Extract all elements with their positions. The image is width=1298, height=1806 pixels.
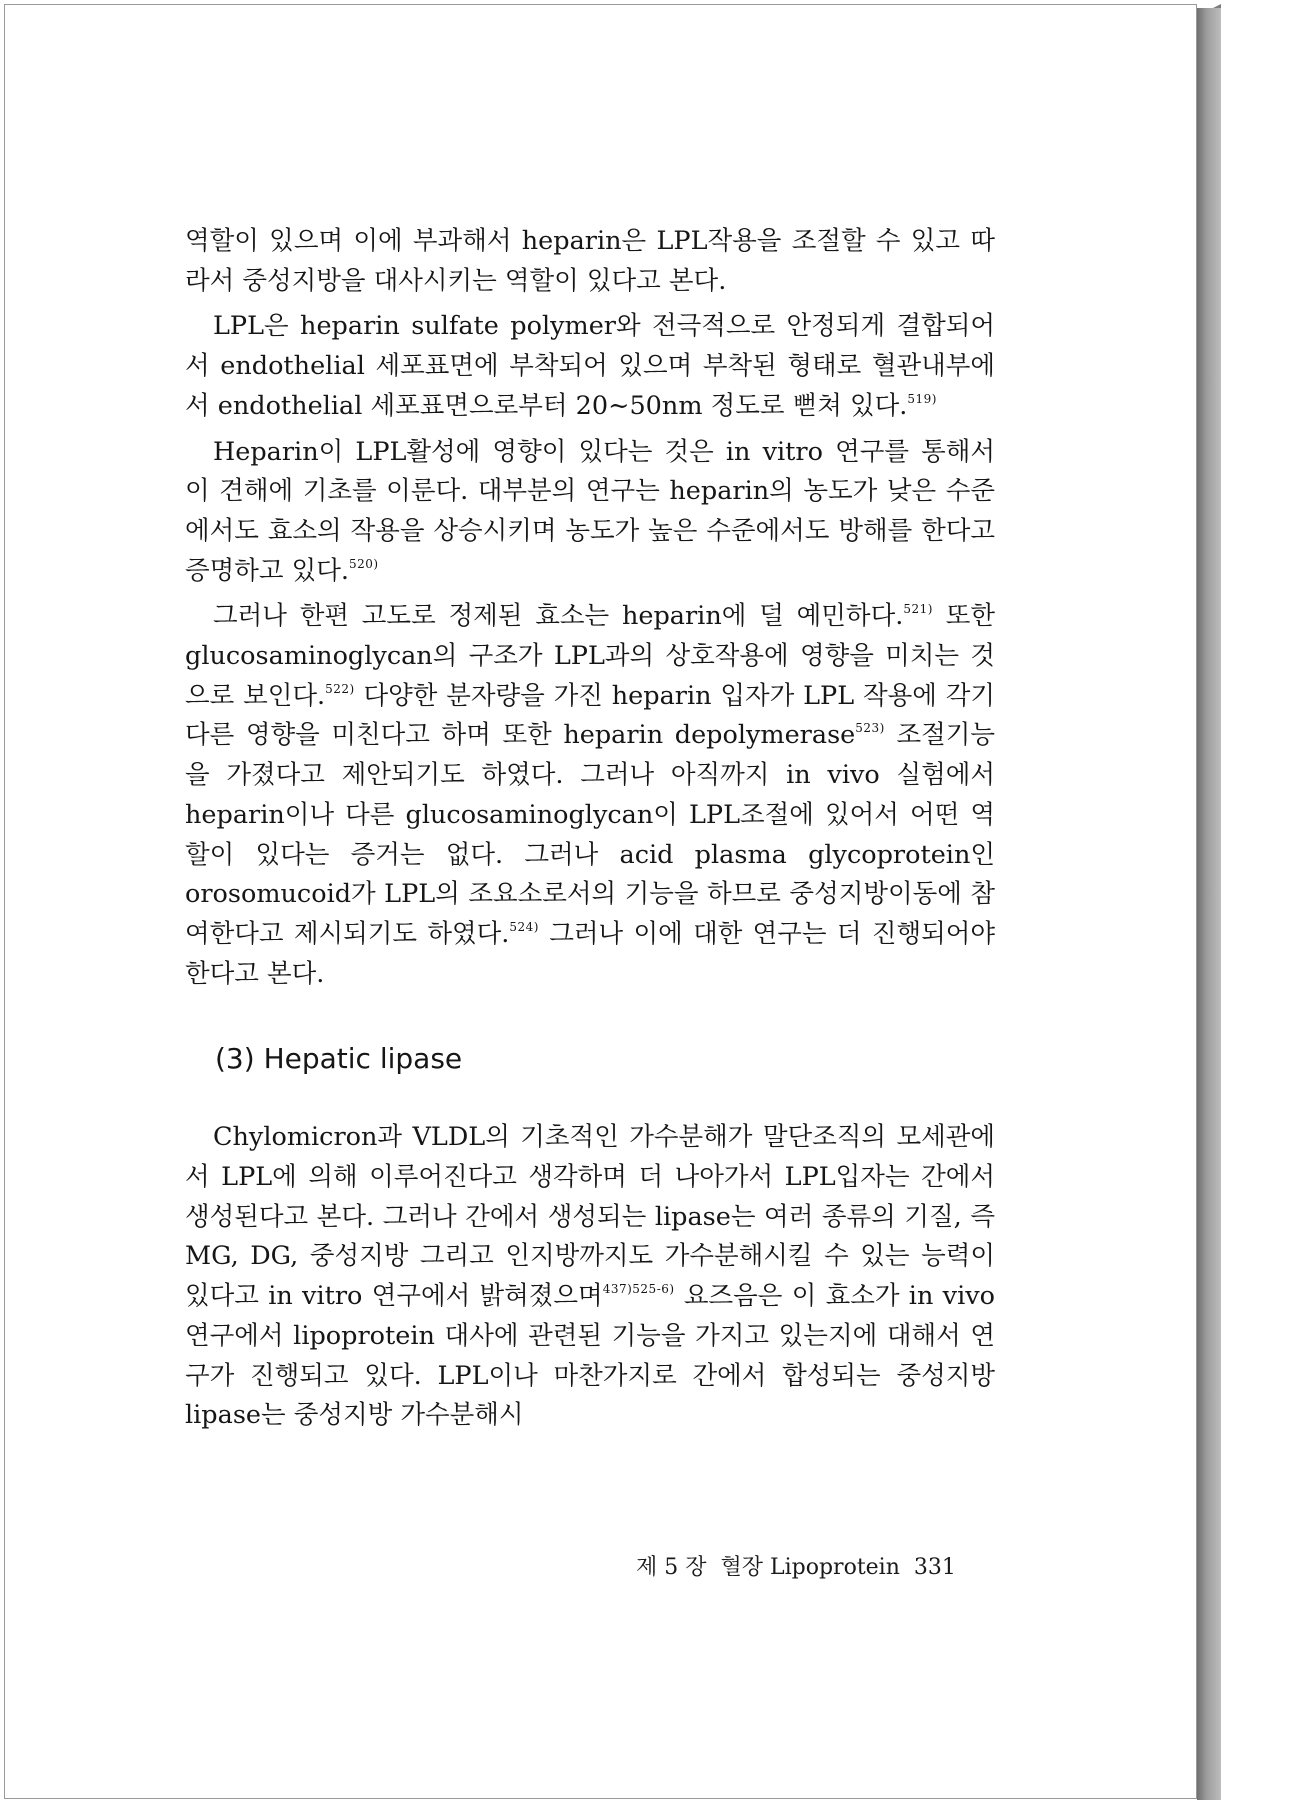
paragraph-2-text: LPL은 heparin sulfate polymer와 전극적으로 안정되게 결합되어서 endothelial 세포표면에 부착되어 있으며 부착된 형태로 혈관내부에서 endothelial 세포표면으로부터 20∼50nm 정도로 뻗쳐 있다. <box>185 311 995 421</box>
reference-519: 519) <box>907 391 937 406</box>
paragraph-4-text-5: 그러나 이에 대한 연구는 더 진행되어야 한다고 본다. <box>185 918 995 989</box>
reference-520: 520) <box>349 556 379 571</box>
paragraph-2 <box>185 307 995 426</box>
paragraph-1-text: 역할이 있으며 이에 부과해서 heparin은 LPL작용을 조절할 수 있고 따라서 중성지방을 대사시키는 역할이 있다고 본다. <box>185 226 995 296</box>
reference-521: 521) <box>903 602 933 617</box>
page-number: 331 <box>913 1555 956 1580</box>
paragraph-5-text-2: 요즈음은 이 효소가 in vivo 연구에서 lipoprotein 대사에 관련된 기능을 가지고 있는지에 대해서 연구가 진행되고 있다. LPL이나 마찬가지로 간에서 합성되는 중성지방 lipase는 중성지방 가수분해시 <box>185 1281 995 1431</box>
section-heading: (3) Hepatic lipase <box>215 1042 463 1076</box>
book-spine <box>1197 8 1221 1800</box>
page-body <box>185 222 995 1436</box>
reference-523: 523) <box>855 721 885 736</box>
paragraph-3 <box>185 433 995 592</box>
paragraph-4-text-1: 그러나 한편 고도로 정제된 효소는 heparin에 덜 예민하다. <box>213 601 904 632</box>
paragraph-4 <box>185 597 995 994</box>
paragraph-4-text-3: 다양한 분자량을 가진 heparin 입자가 LPL 작용에 각기 다른 영향을 미친다고 하며 또한 heparin depolymerase <box>185 680 995 751</box>
paragraph-3-text: Heparin이 LPL활성에 영향이 있다는 것은 in vitro 연구를 통해서 이 견해에 기초를 이룬다. 대부분의 연구는 heparin의 농도가 낮은 수준에서도 효소의 작용을 상승시키며 농도가 높은 수준에서도 방해를 한다고 증명하고 있다. <box>185 436 995 586</box>
paragraph-4-text-4: 조절기능을 가졌다고 제안되기도 하였다. 그러나 아직까지 in vivo 실험에서 heparin이나 다른 glucosaminoglycan이 LPL조절에 있어서 어떤 역할이 있다는 증거는 없다. 그러나 acid plasma glycoprotein인 orosomucoid가 LPL의 조요소로서의 기능을 하므로 중성지방이동에 참여한다고 제시되기도 하였다. <box>185 720 995 949</box>
paragraph-5-text-1: Chylomicron과 VLDL의 기초적인 가수분해가 말단조직의 모세관에서 LPL에 의해 이루어진다고 생각하며 더 나아가서 LPL입자는 간에서 생성된다고 본다. 그러나 간에서 생성되는 lipase는 여러 종류의 기질, 즉 MG, DG, 중성지방 그리고 인지방까지도 가수분해시킬 수 있는 능력이 있다고 in vitro 연구에서 밝혀졌으며 <box>185 1122 995 1312</box>
reference-524: 524) <box>509 919 539 934</box>
paragraph-1 <box>185 222 995 301</box>
footer-chapter: 제 5 장 <box>636 1555 707 1580</box>
footer-title: 혈장 Lipoprotein <box>720 1555 900 1580</box>
page-footer <box>636 1550 970 1581</box>
paragraph-4-text-2: 또한 glucosaminoglycan의 구조가 LPL과의 상호작용에 영향을 미치는 것으로 보인다. <box>185 601 995 711</box>
reference-437-525-6: 437)525-6) <box>602 1282 675 1297</box>
reference-522: 522) <box>325 681 355 696</box>
paragraph-5 <box>185 1118 995 1436</box>
